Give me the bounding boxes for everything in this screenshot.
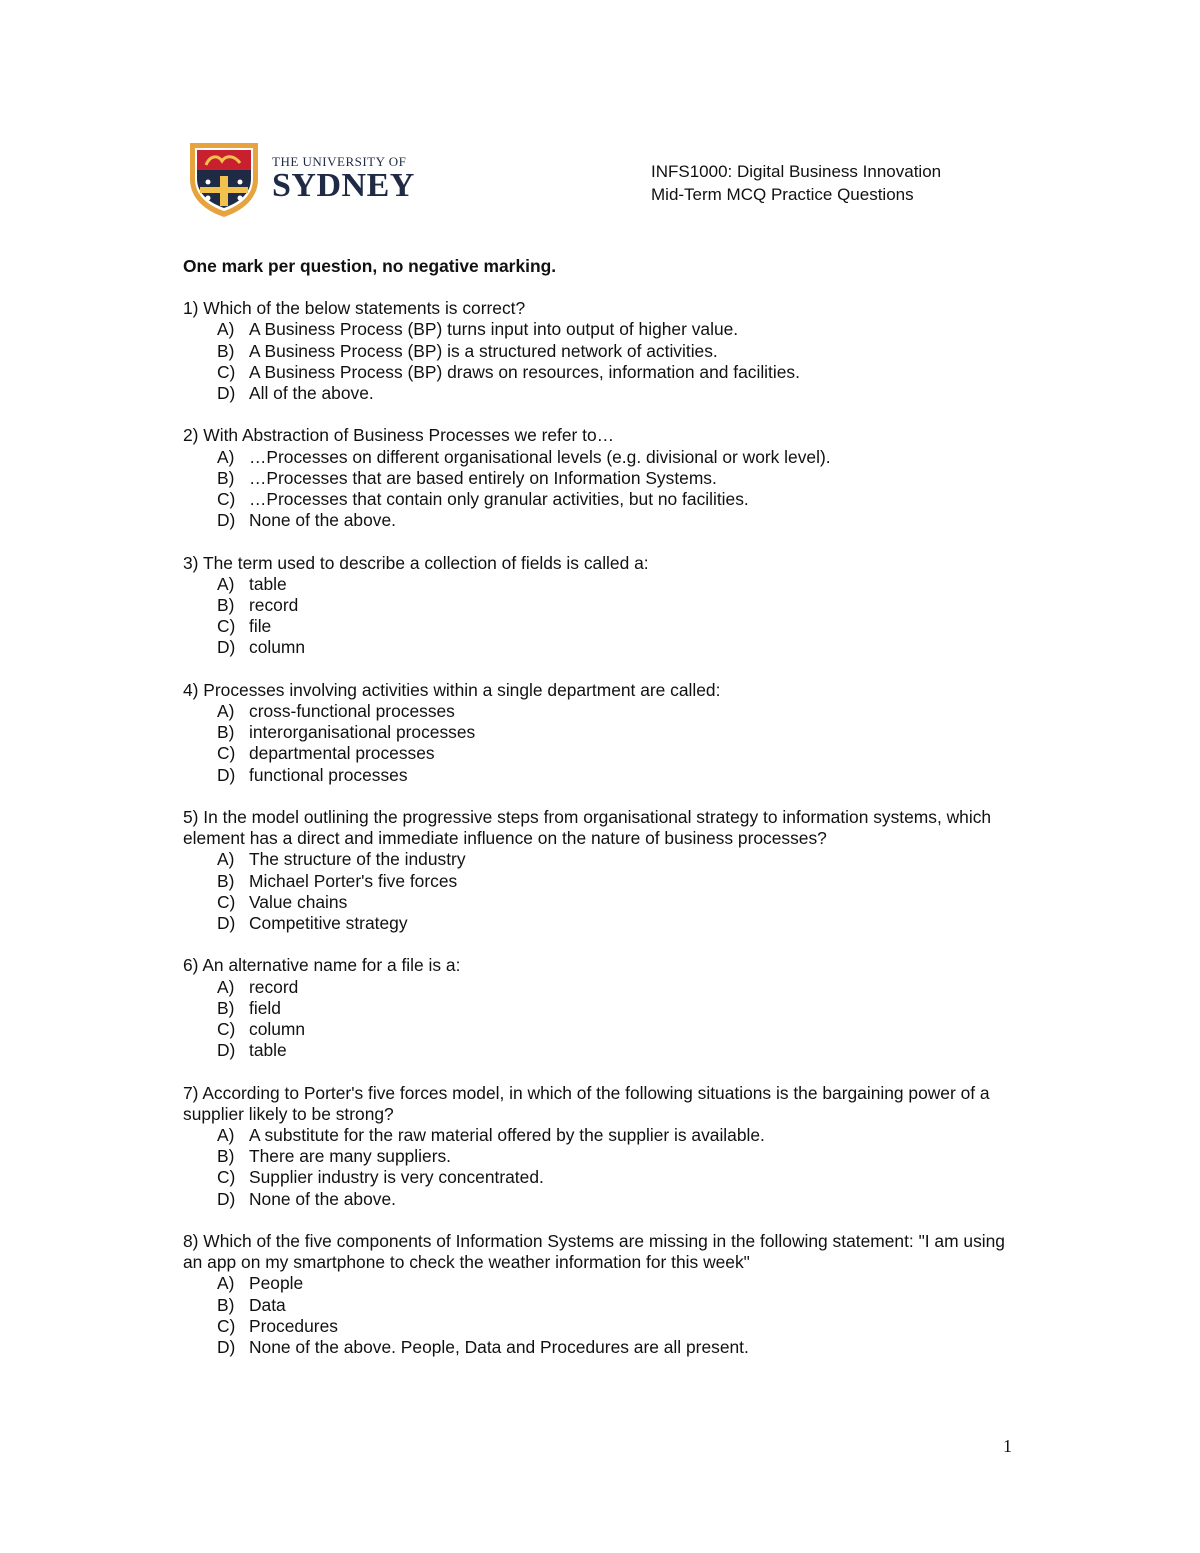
option-d — [183, 765, 1023, 786]
option-text: file — [249, 616, 272, 637]
option-text: None of the above. — [249, 510, 396, 531]
university-wordmark — [272, 155, 415, 203]
option-letter: D) — [217, 1337, 236, 1358]
option-b — [183, 1146, 1023, 1167]
option-letter: C) — [217, 1315, 236, 1336]
option-text: Data — [249, 1294, 286, 1315]
option-text: …Processes on different organisational levels (e.g. divisional or work level). — [249, 446, 831, 467]
option-text: table — [249, 573, 287, 594]
question-4 — [183, 680, 1023, 786]
option-letter: B) — [217, 870, 235, 891]
option-text: All of the above. — [249, 383, 374, 404]
question-text: 5) In the model outlining the progressive steps from organisational strategy to information systems, which element has a direct and immediate influence on the nature of business processes? — [183, 807, 992, 849]
option-text: Procedures — [249, 1315, 338, 1336]
option-text: A Business Process (BP) is a structured network of activities. — [249, 340, 718, 361]
option-c — [183, 1167, 1023, 1188]
option-text: …Processes that are based entirely on Information Systems. — [249, 467, 717, 488]
option-d — [183, 510, 1023, 531]
page-number: 1 — [1003, 1436, 1012, 1456]
option-a — [183, 447, 1023, 468]
option-a — [183, 977, 1023, 998]
option-letter: D) — [217, 510, 236, 531]
question-text: 4) Processes involving activities within a single department are called: — [183, 679, 721, 700]
option-text: Competitive strategy — [249, 913, 408, 934]
option-text: record — [249, 976, 299, 997]
option-text: record — [249, 595, 299, 616]
document-subtitle: Mid-Term MCQ Practice Questions — [651, 185, 914, 204]
option-c — [183, 616, 1023, 637]
option-letter: D) — [217, 913, 236, 934]
option-c — [183, 892, 1023, 913]
option-letter: B) — [217, 1146, 235, 1167]
option-text: There are many suppliers. — [249, 1146, 452, 1167]
option-letter: A) — [217, 976, 235, 997]
option-d — [183, 637, 1023, 658]
question-1 — [183, 298, 1023, 404]
option-letter: C) — [217, 361, 236, 382]
option-c — [183, 489, 1023, 510]
option-letter: B) — [217, 1294, 235, 1315]
option-text: field — [249, 997, 281, 1018]
option-d — [183, 383, 1023, 404]
option-b — [183, 468, 1023, 489]
option-c — [183, 1019, 1023, 1040]
option-letter: C) — [217, 891, 236, 912]
university-crest-icon — [186, 139, 262, 219]
option-b — [183, 1295, 1023, 1316]
option-a — [183, 1125, 1023, 1146]
option-text: Value chains — [249, 891, 348, 912]
option-text: cross-functional processes — [249, 701, 455, 722]
question-6 — [183, 955, 1023, 1061]
question-text: 3) The term used to describe a collection of fields is called a: — [183, 552, 649, 573]
option-d — [183, 1040, 1023, 1061]
question-8 — [183, 1231, 1023, 1358]
option-text: functional processes — [249, 764, 408, 785]
option-text: column — [249, 1019, 306, 1040]
option-d — [183, 913, 1023, 934]
option-letter: A) — [217, 573, 235, 594]
option-b — [183, 595, 1023, 616]
instructions: One mark per question, no negative marking. — [183, 256, 557, 276]
option-a — [183, 319, 1023, 340]
option-letter: A) — [217, 1273, 235, 1294]
question-2 — [183, 425, 1023, 531]
option-letter: B) — [217, 340, 235, 361]
option-letter: A) — [217, 319, 235, 340]
option-letter: B) — [217, 467, 235, 488]
option-letter: A) — [217, 446, 235, 467]
option-a — [183, 574, 1023, 595]
option-text: None of the above. People, Data and Procedures are all present. — [249, 1337, 749, 1358]
question-5 — [183, 807, 1023, 934]
option-letter: A) — [217, 701, 235, 722]
option-text: departmental processes — [249, 743, 435, 764]
option-d — [183, 1337, 1023, 1358]
option-a — [183, 1273, 1023, 1294]
question-3 — [183, 553, 1023, 659]
option-b — [183, 722, 1023, 743]
option-text: column — [249, 637, 306, 658]
option-letter: D) — [217, 383, 236, 404]
option-letter: B) — [217, 997, 235, 1018]
option-text: The structure of the industry — [249, 849, 466, 870]
university-logo — [186, 138, 426, 220]
option-c — [183, 743, 1023, 764]
option-d — [183, 1189, 1023, 1210]
option-a — [183, 849, 1023, 870]
option-text: Michael Porter's five forces — [249, 870, 458, 891]
course-title: INFS1000: Digital Business Innovation — [651, 162, 942, 181]
option-letter: D) — [217, 1188, 236, 1209]
option-letter: A) — [217, 849, 235, 870]
option-letter: C) — [217, 1167, 236, 1188]
option-text: Supplier industry is very concentrated. — [249, 1167, 544, 1188]
option-text: table — [249, 1040, 287, 1061]
option-b — [183, 341, 1023, 362]
option-a — [183, 701, 1023, 722]
option-letter: C) — [217, 616, 236, 637]
question-text: 2) With Abstraction of Business Processes we refer to… — [183, 425, 615, 446]
option-letter: D) — [217, 1040, 236, 1061]
option-c — [183, 362, 1023, 383]
option-letter: B) — [217, 595, 235, 616]
option-text: interorganisational processes — [249, 722, 476, 743]
option-text: A Business Process (BP) draws on resources, information and facilities. — [249, 361, 800, 382]
option-text: A substitute for the raw material offered by the supplier is available. — [249, 1125, 765, 1146]
logo-line-2: SYDNEY — [272, 167, 415, 204]
option-letter: C) — [217, 743, 236, 764]
option-letter: D) — [217, 637, 236, 658]
logo-line-1: THE UNIVERSITY OF — [272, 154, 407, 169]
question-text: 1) Which of the below statements is correct? — [183, 298, 526, 319]
option-letter: A) — [217, 1125, 235, 1146]
question-7 — [183, 1083, 1023, 1210]
question-text: 6) An alternative name for a file is a: — [183, 955, 461, 976]
option-letter: C) — [217, 489, 236, 510]
question-list — [183, 256, 1023, 1379]
option-b — [183, 998, 1023, 1019]
document-header — [651, 160, 941, 206]
option-text: None of the above. — [249, 1188, 396, 1209]
option-text: People — [249, 1273, 304, 1294]
option-c — [183, 1316, 1023, 1337]
option-letter: B) — [217, 722, 235, 743]
question-text: 7) According to Porter's five forces model, in which of the following situations is the bargaining power of a supplier likely to be strong? — [183, 1082, 990, 1124]
option-b — [183, 871, 1023, 892]
option-letter: D) — [217, 764, 236, 785]
option-text: A Business Process (BP) turns input into output of higher value. — [249, 319, 739, 340]
option-letter: C) — [217, 1019, 236, 1040]
option-text: …Processes that contain only granular activities, but no facilities. — [249, 489, 749, 510]
question-text: 8) Which of the five components of Information Systems are missing in the following statement: "I am using an app on my smartphone to check the weather information for this week" — [183, 1231, 1005, 1273]
